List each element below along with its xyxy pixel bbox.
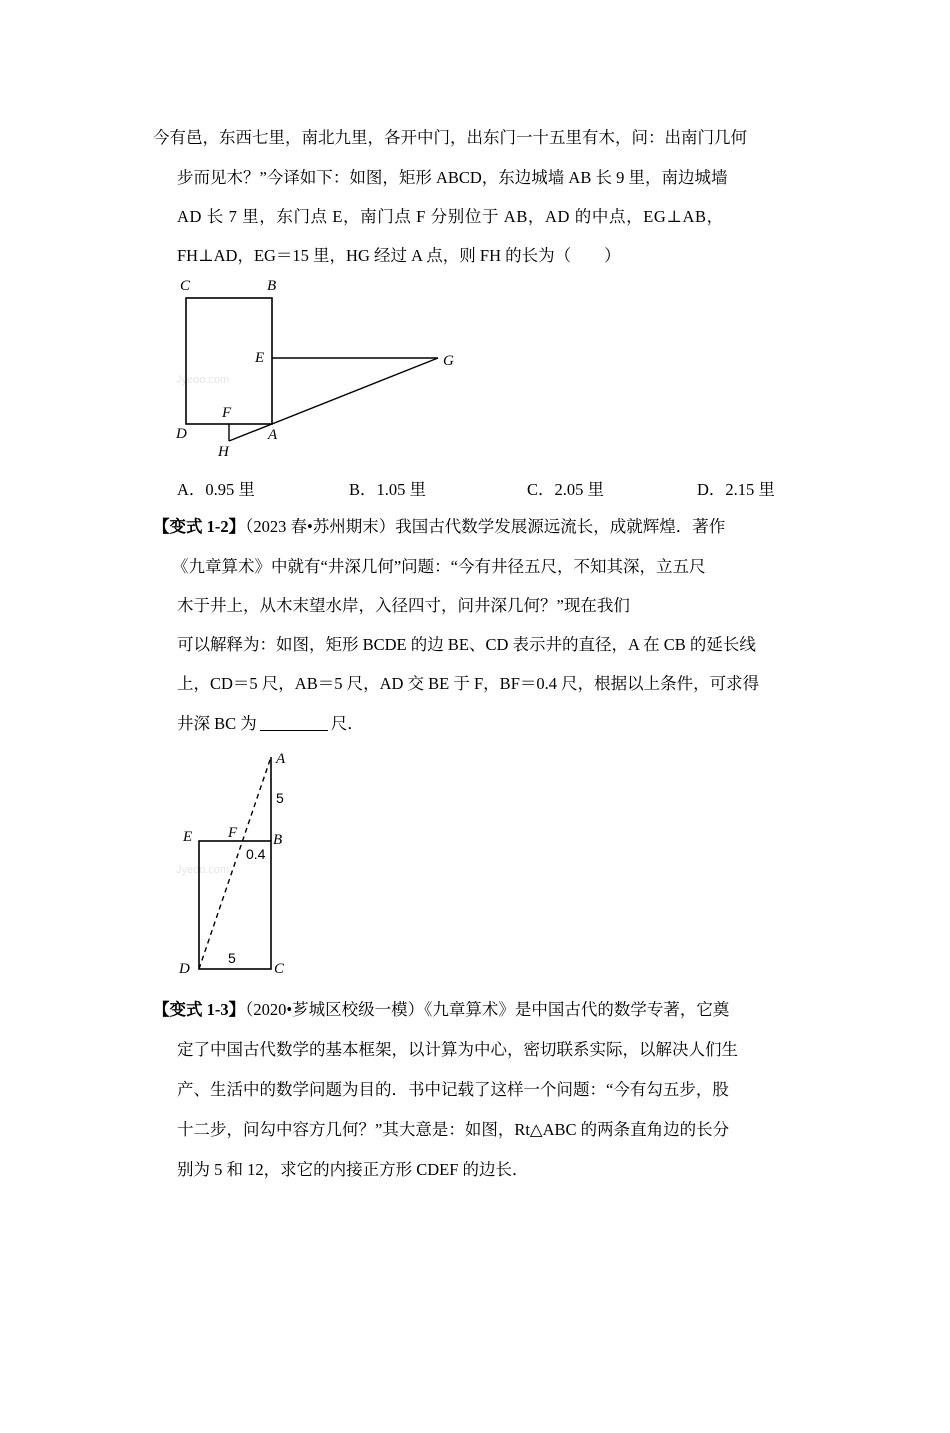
p2-label-bf-length: 0.4 bbox=[246, 846, 266, 862]
p2-watermark: Jyeoo.com bbox=[176, 864, 230, 876]
p1-label-b: B bbox=[267, 278, 277, 294]
p2-label-c: C bbox=[274, 961, 285, 977]
p1-line-2: 步而见木？”今译如下：如图，矩形 ABCD，东边城墙 AB 长 9 里，南边城墙 bbox=[177, 168, 728, 187]
option-c[interactable]: C．2.05 里 bbox=[527, 480, 605, 499]
p1-label-e: E bbox=[255, 350, 265, 366]
p3-line-3: 产、生活中的数学问题为目的．书中记载了这样一个问题：“今有勾五步，股 bbox=[177, 1080, 729, 1099]
p2-line-1 bbox=[153, 517, 725, 537]
p1-figure bbox=[170, 270, 470, 465]
p1-watermark: Jyeoo.com bbox=[176, 374, 230, 386]
p3-tag: 【变式 1-3】 bbox=[153, 1000, 246, 1019]
p1-line-3: AD 长 7 里，东门点 E，南门点 F 分别位于 AB，AD 的中点，EG⊥AB， bbox=[177, 207, 724, 226]
p3-line-1 bbox=[153, 1000, 729, 1020]
p2-line-3: 木于井上，从木末望水岸，入径四寸，问井深几何？”现在我们 bbox=[177, 596, 630, 615]
p1-label-d: D bbox=[176, 426, 187, 442]
p2-line-1-rest: （2023 春•苏州期末）我国古代数学发展源远流长，成就辉煌．著作 bbox=[245, 517, 726, 536]
p2-tag: 【变式 1-2】 bbox=[153, 517, 246, 536]
p1-line-4: FH⊥AD，EG＝15 里，HG 经过 A 点，则 FH 的长为（ ） bbox=[177, 246, 621, 265]
p2-label-b: B bbox=[273, 832, 283, 848]
p2-label-d: D bbox=[179, 961, 190, 977]
p2-line-6-a: 井深 BC 为 bbox=[177, 714, 257, 733]
p1-label-a: A bbox=[268, 427, 278, 443]
p1-label-c: C bbox=[180, 278, 191, 294]
p2-segment-ad bbox=[199, 757, 271, 969]
p1-label-g: G bbox=[443, 353, 454, 369]
option-a[interactable]: A．0.95 里 bbox=[177, 480, 255, 499]
p1-line-1: 今有邑，东西七里，南北九里，各开中门，出东门一十五里有木，问：出南门几何 bbox=[153, 128, 747, 147]
p3-line-2: 定了中国古代数学的基本框架，以计算为中心，密切联系实际，以解决人们生 bbox=[177, 1040, 738, 1059]
p2-figure bbox=[170, 745, 300, 980]
p3-line-5: 别为 5 和 12，求它的内接正方形 CDEF 的边长． bbox=[177, 1160, 529, 1179]
p1-label-f: F bbox=[222, 405, 232, 421]
p2-label-a: A bbox=[276, 751, 286, 767]
p2-label-f: F bbox=[228, 825, 238, 841]
answer-blank[interactable] bbox=[260, 715, 328, 731]
p2-line-6 bbox=[177, 714, 364, 734]
p1-label-h: H bbox=[218, 444, 229, 460]
p2-line-4: 可以解释为：如图，矩形 BCDE 的边 BE、CD 表示井的直径，A 在 CB 的延长线 bbox=[177, 635, 756, 654]
p1-segment-hg bbox=[229, 358, 438, 441]
p2-line-5: 上，CD＝5 尺，AB＝5 尺，AD 交 BE 于 F，BF＝0.4 尺，根据以上条件，可求得 bbox=[177, 674, 760, 693]
p2-line-2: 《九章算术》中就有“井深几何”问题：“今有井径五尺，不知其深，立五尺 bbox=[172, 557, 706, 576]
p2-label-ab-length: 5 bbox=[276, 790, 284, 806]
p3-line-1-rest: （2020•芗城区校级一模）《九章算术》是中国古代的数学专著，它奠 bbox=[245, 1000, 730, 1019]
p2-label-e: E bbox=[183, 829, 193, 845]
p2-label-cd-length: 5 bbox=[228, 950, 236, 966]
option-d[interactable]: D．2.15 里 bbox=[697, 480, 775, 499]
p3-line-4: 十二步，问勾中容方几何？”其大意是：如图，Rt△ABC 的两条直角边的长分 bbox=[177, 1120, 730, 1139]
option-b[interactable]: B．1.05 里 bbox=[349, 480, 427, 499]
p2-line-6-b: 尺． bbox=[330, 714, 364, 733]
